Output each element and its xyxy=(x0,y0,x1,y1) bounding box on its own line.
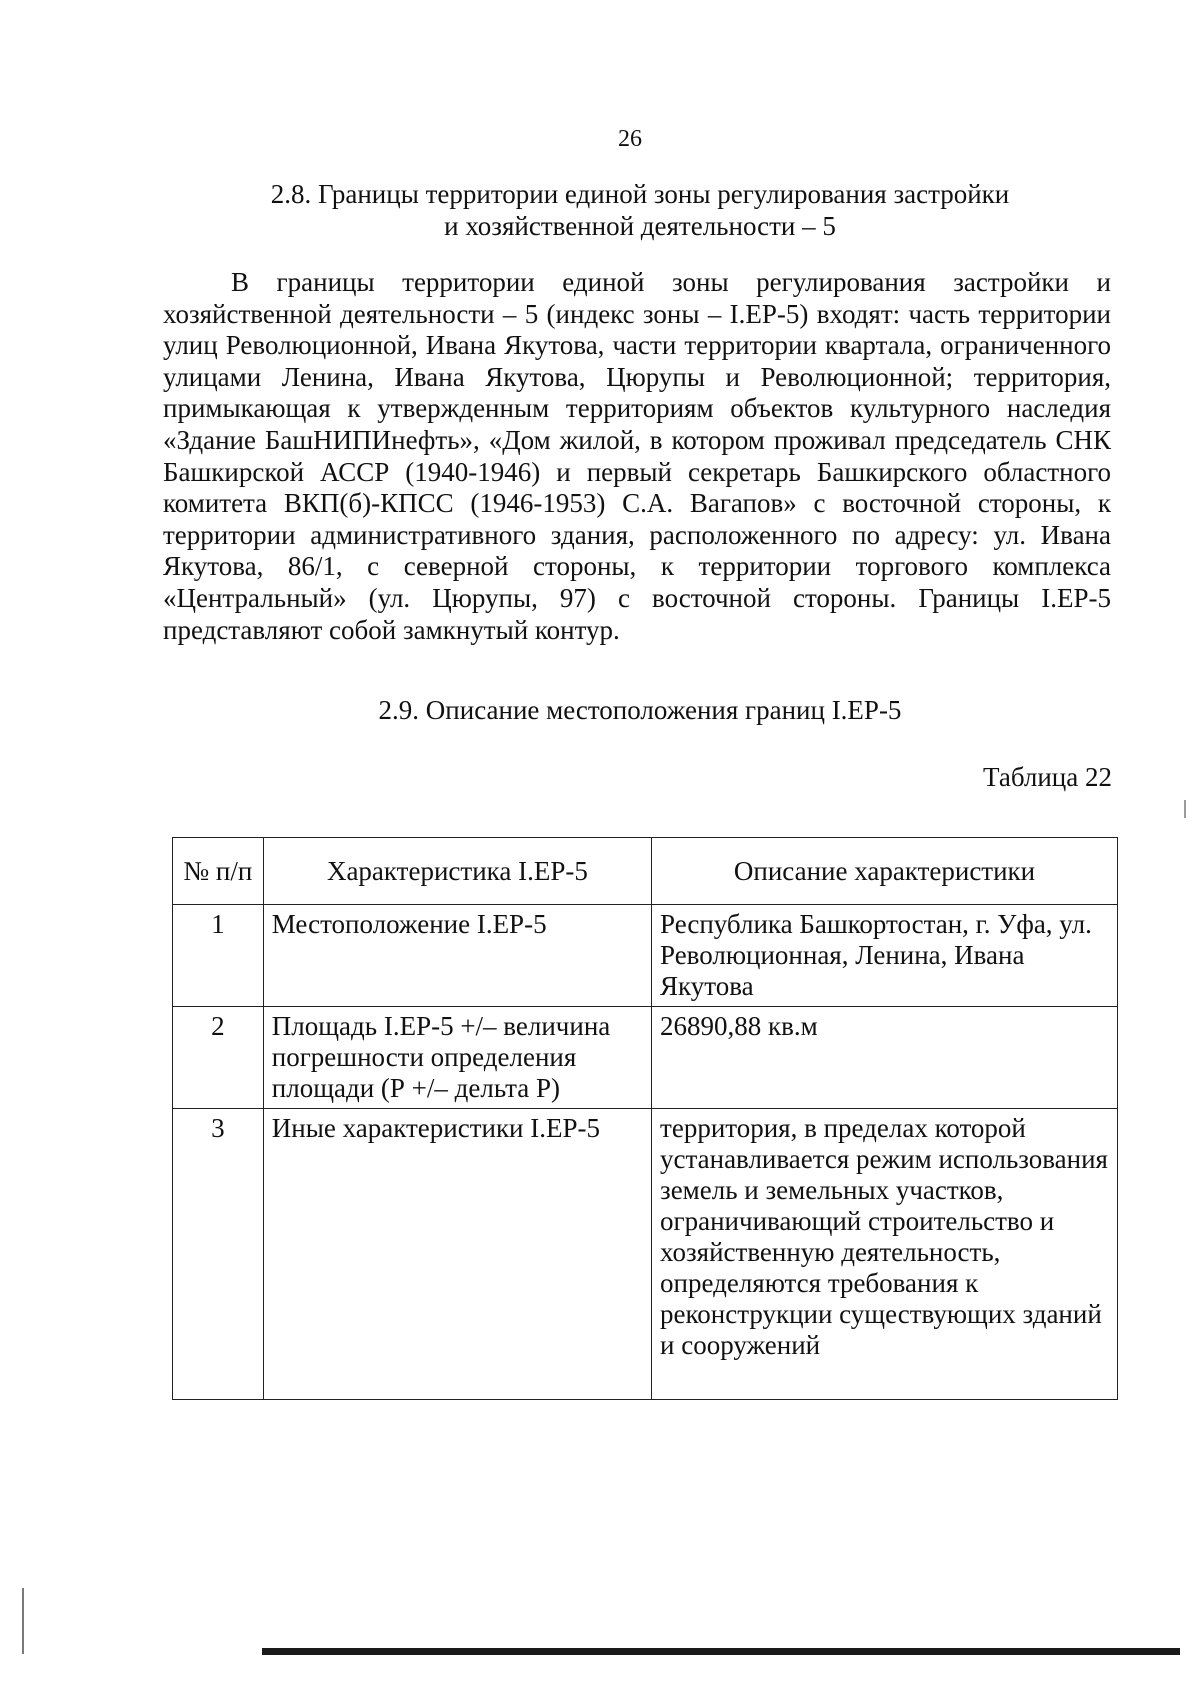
section-2-8-heading-line1: 2.8. Границы территории единой зоны регулирования застройки xyxy=(270,179,1010,209)
scan-edge-mark xyxy=(1184,800,1186,818)
table-row xyxy=(173,1007,1118,1109)
table-header-row xyxy=(173,838,1118,905)
row-number: 3 xyxy=(173,1109,264,1400)
section-2-8-heading-line2: и хозяйственной деятельности – 5 xyxy=(444,211,836,241)
page-number: 26 xyxy=(618,126,642,152)
row-characteristic: Иные характеристики I.ЕР-5 xyxy=(263,1109,651,1400)
row-description: 26890,88 кв.м xyxy=(652,1007,1118,1109)
section-2-8-paragraph: В границы территории единой зоны регулирования застройки и хозяйственной деятельности – 5 (индекс зоны – I.ЕР-5) входят: часть территории улиц Революционной, Ивана Якутова, части территории квартала, ограниченного улицами Ленина, Ивана Якутова, Цюрупы и Революционной; территория, примыкающая к утвержденным территориям объектов культурного наследия «Здание БашНИПИнефть», «Дом жилой, в котором проживал председатель СНК Башкирской АССР (1940-1946) и первый секретарь Башкирского областного комитета ВКП(б)-КПСС (1946-1953) С.А. Вагапов» с восточной стороны, к территории административного здания, расположенного по адресу: ул. Ивана Якутова, 86/1, с северной стороны, к территории торгового комплекса «Центральный» (ул. Цюрупы, 97) с восточной стороны. Границы I.ЕР-5 представляют собой замкнутый контур. xyxy=(163,267,1111,645)
header-description: Описание характеристики xyxy=(652,838,1118,905)
section-2-8-heading xyxy=(160,178,1120,242)
header-characteristic: Характеристика I.ЕР-5 xyxy=(263,838,651,905)
scan-bottom-rule xyxy=(262,1648,1180,1655)
section-2-9-heading: 2.9. Описание местоположения границ I.ЕР-5 xyxy=(378,695,902,725)
row-characteristic: Площадь I.ЕР-5 +/– величина погрешности определения площади (Р +/– дельта Р) xyxy=(263,1007,651,1109)
table-row xyxy=(173,1109,1118,1400)
row-characteristic: Местоположение I.ЕР-5 xyxy=(263,905,651,1007)
table-caption: Таблица 22 xyxy=(983,762,1112,792)
table-row xyxy=(173,905,1118,1007)
scan-edge-mark xyxy=(22,1588,24,1654)
characteristics-table xyxy=(172,837,1118,1400)
row-description: территория, в пределах которой устанавливается режим использования земель и земельных участков, ограничивающий строительство и хозяйственную деятельность, определяются требования к реконструкции существующих зданий и сооружений xyxy=(652,1109,1118,1400)
row-number: 1 xyxy=(173,905,264,1007)
row-number: 2 xyxy=(173,1007,264,1109)
header-number: № п/п xyxy=(173,838,264,905)
row-description: Республика Башкортостан, г. Уфа, ул. Революционная, Ленина, Ивана Якутова xyxy=(652,905,1118,1007)
